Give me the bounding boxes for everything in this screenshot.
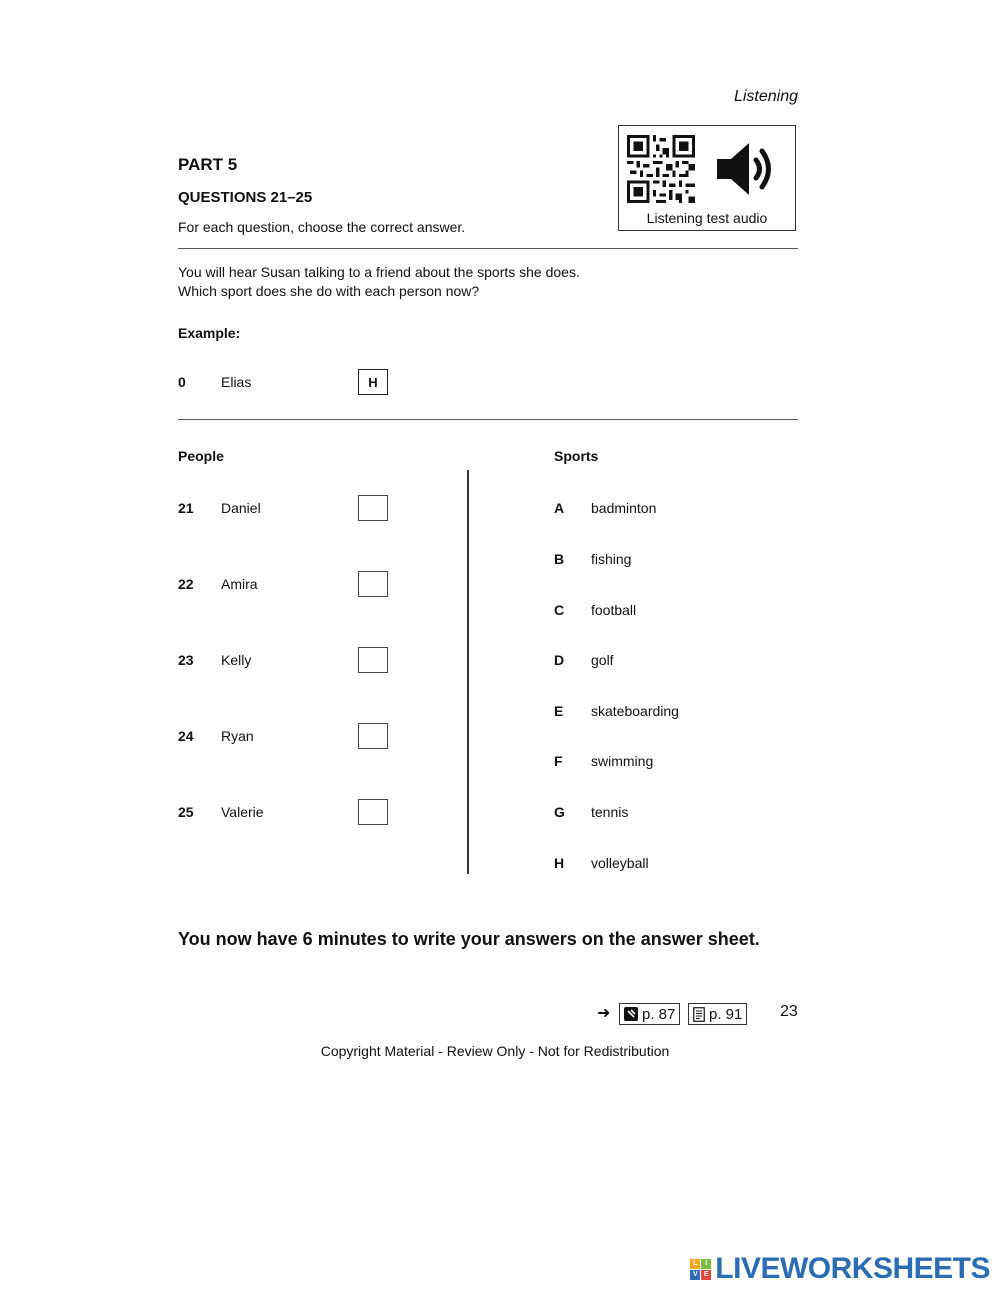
question-number: 23 xyxy=(178,652,194,668)
answer-box-24[interactable] xyxy=(358,723,388,749)
answer-box-23[interactable] xyxy=(358,647,388,673)
page-number: 23 xyxy=(780,1003,798,1020)
audio-box[interactable] xyxy=(618,125,796,231)
sport-name: tennis xyxy=(591,804,629,820)
sport-letter: B xyxy=(554,551,565,567)
intro-line-1: You will hear Susan talking to a friend about the sports she does. xyxy=(178,264,580,280)
question-number: 24 xyxy=(178,728,194,744)
questions-title: QUESTIONS 21–25 xyxy=(178,189,313,206)
audio-label: Listening test audio xyxy=(646,210,768,226)
page-ref-1: p. 87 xyxy=(642,1005,676,1023)
qr-code-icon[interactable] xyxy=(627,135,695,203)
answer-box-21[interactable] xyxy=(358,495,388,521)
person-name: Ryan xyxy=(221,728,254,744)
person-name: Kelly xyxy=(221,652,252,668)
question-number: 21 xyxy=(178,500,194,516)
example-name: Elias xyxy=(221,374,252,390)
sport-letter: H xyxy=(554,855,565,871)
page-ref-audio[interactable] xyxy=(619,1003,680,1025)
sport-letter: C xyxy=(554,602,565,618)
example-answer-box: H xyxy=(358,369,388,395)
liveworksheets-text: LIVEWORKSHEETS xyxy=(715,1252,990,1285)
document-icon xyxy=(693,1007,705,1022)
final-instruction: You now have 6 minutes to write your answers on the answer sheet. xyxy=(178,929,760,949)
sport-letter: D xyxy=(554,652,565,668)
sport-name: football xyxy=(591,602,637,618)
sport-letter: G xyxy=(554,804,565,820)
liveworksheets-mark-icon: L I V E xyxy=(690,1259,711,1280)
part-title: PART 5 xyxy=(178,155,238,174)
sport-name: badminton xyxy=(591,500,657,516)
instruction: For each question, choose the correct answer. xyxy=(178,219,466,235)
answer-box-22[interactable] xyxy=(358,571,388,597)
sport-letter: F xyxy=(554,753,563,769)
page-ref-script[interactable] xyxy=(688,1003,747,1025)
speaker-icon[interactable] xyxy=(715,140,777,198)
arrow-icon: ➜ xyxy=(597,1005,611,1022)
example-number: 0 xyxy=(178,374,186,390)
column-divider xyxy=(467,470,469,874)
people-heading: People xyxy=(178,448,224,464)
question-number: 22 xyxy=(178,576,194,592)
sport-name: skateboarding xyxy=(591,703,679,719)
section-header: Listening xyxy=(733,88,798,105)
sport-name: golf xyxy=(591,652,614,668)
liveworksheets-logo[interactable] xyxy=(690,1252,990,1286)
copyright-notice: Copyright Material - Review Only - Not for Redistribution xyxy=(320,1043,670,1059)
audio-ref-icon xyxy=(624,1007,638,1021)
sport-letter: E xyxy=(554,703,564,719)
answer-box-25[interactable] xyxy=(358,799,388,825)
page-ref-2: p. 91 xyxy=(709,1005,743,1023)
sport-name: swimming xyxy=(591,753,654,769)
intro-line-2: Which sport does she do with each person now? xyxy=(178,283,480,299)
sport-name: volleyball xyxy=(591,855,649,871)
sports-heading: Sports xyxy=(554,448,599,464)
divider-middle xyxy=(178,419,798,420)
example-label: Example: xyxy=(178,325,241,341)
person-name: Amira xyxy=(221,576,258,592)
divider-top xyxy=(178,248,798,249)
question-number: 25 xyxy=(178,804,194,820)
sport-name: fishing xyxy=(591,551,632,567)
person-name: Valerie xyxy=(221,804,264,820)
sport-letter: A xyxy=(554,500,565,516)
person-name: Daniel xyxy=(221,500,261,516)
